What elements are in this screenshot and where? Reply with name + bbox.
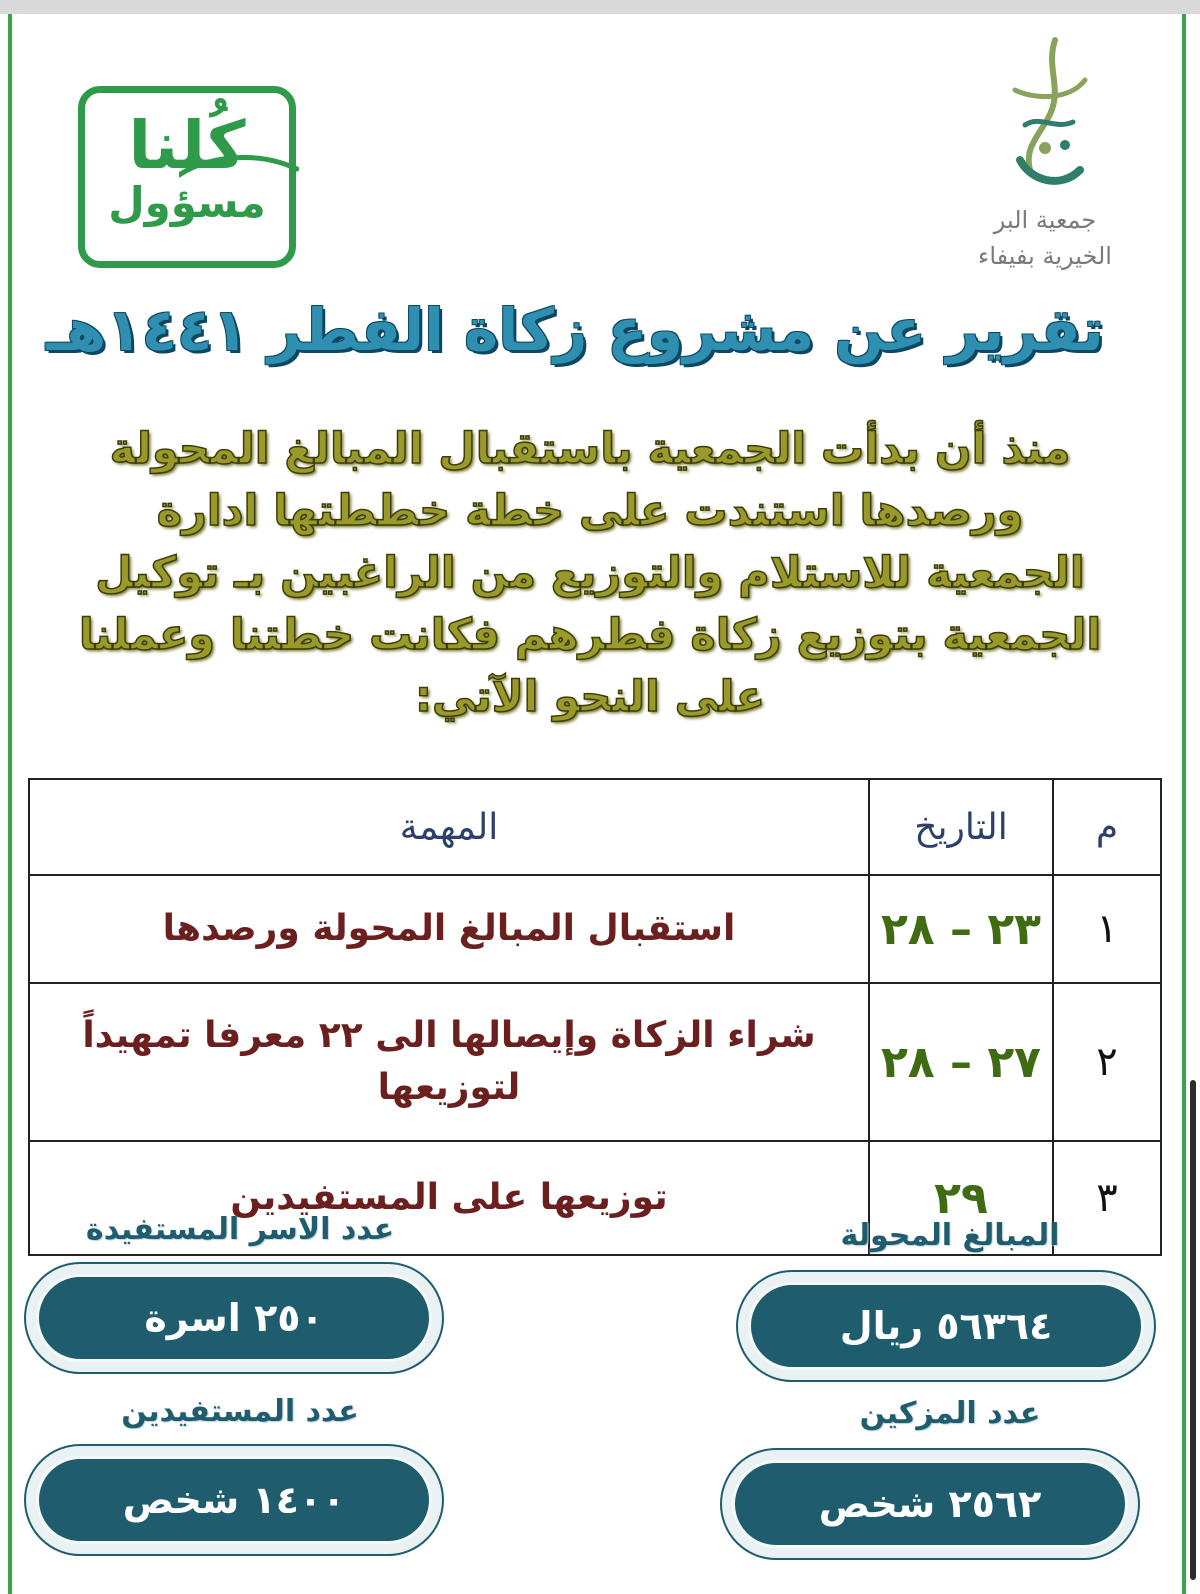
donors-label: عدد المزكين [859,1396,1041,1431]
amounts-label: المبالغ المحولة [840,1218,1060,1253]
amounts-value: ٥٦٣٦٤ ريال [748,1282,1144,1370]
campaign-line2: مسؤول [108,178,266,227]
table-row [29,983,1161,1141]
beneficiaries-label: عدد المستفيدين [121,1394,359,1429]
tasks-table [28,778,1162,1256]
intro-paragraph: منذ أن بدأت الجمعية باستقبال المبالغ المحولة ورصدها استندت على خطة خططتها ادارة الجمعية للاستلام والتوزيع من الراغبين بـ توكيل الجمعية بتوزيع زكاة فطرهم فكانت خطتنا وعملنا على النحو الآتي: [78,424,1102,722]
header-no: م [1053,779,1161,875]
page-title: تقرير عن مشروع زكاة الفطر ١٤٤١هـ [46,296,1104,364]
beneficiaries-value: ١٤٠٠ شخص [36,1456,432,1544]
row-task: شراء الزكاة وإيصالها الى ٢٢ معرفا تمهيداً لتوزيعها [29,983,869,1141]
row-task: استقبال المبالغ المحولة ورصدها [29,875,869,983]
families-label: عدد الاسر المستفيدة [85,1212,395,1247]
header-date: التاريخ [869,779,1053,875]
row-no: ١ [1053,875,1161,983]
row-date: ٢٧ – ٢٨ [869,983,1053,1141]
scrollbar[interactable] [1190,1080,1196,1580]
families-pill [24,1262,444,1374]
left-green-border [8,14,12,1594]
row-no: ٣ [1053,1141,1161,1255]
org-logo [960,30,1130,280]
row-task: توزيعها على المستفيدين [29,1141,869,1255]
beneficiaries-pill [24,1444,444,1556]
right-green-border [1182,14,1186,1594]
families-value: ٢٥٠ اسرة [36,1274,432,1362]
row-date: ٢٣ – ٢٨ [869,875,1053,983]
row-no: ٢ [1053,983,1161,1141]
table-row [29,875,1161,983]
row-date: ٢٩ [869,1141,1053,1255]
header-task: المهمة [29,779,869,875]
top-bar [0,0,1200,14]
campaign-line1: كُلنا [128,107,246,184]
org-name-line1: جمعية البر [993,206,1097,234]
org-name-line2: الخيرية بفيفاء [978,242,1112,270]
donors-value: ٢٥٦٢ شخص [732,1460,1128,1548]
campaign-badge [78,86,296,268]
swoosh-icon [179,155,299,179]
calligraphy-logo-icon [985,30,1105,200]
donors-pill [720,1448,1140,1560]
amounts-pill [736,1270,1156,1382]
table-header-row [29,779,1161,875]
